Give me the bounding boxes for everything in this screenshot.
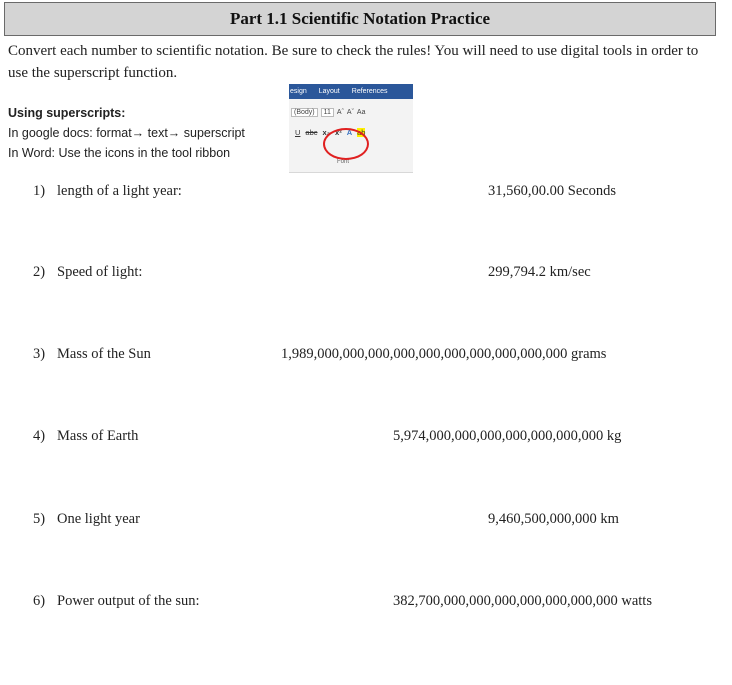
shrink-font-icon: Aˇ: [346, 109, 354, 116]
question-6-value: 382,700,000,000,000,000,000,000,000 watts: [393, 593, 652, 609]
question-label: length of a light year:: [57, 183, 182, 199]
google-docs-instruction: In google docs: format→ text→ superscript: [8, 126, 245, 140]
question-2: [33, 264, 142, 281]
question-3: [33, 346, 151, 363]
question-number: 3): [33, 346, 46, 362]
question-number: 4): [33, 428, 46, 444]
superscript-help: [8, 103, 245, 163]
question-number: 1): [33, 183, 46, 199]
question-number: 6): [33, 593, 46, 609]
font-size-box: 11: [321, 108, 334, 117]
question-3-value: 1,989,000,000,000,000,000,000,000,000,000,000 grams: [281, 346, 607, 362]
question-label: Mass of the Sun: [57, 346, 151, 362]
font-group-label: Font: [337, 159, 350, 165]
question-1: [33, 183, 182, 200]
question-number: 2): [33, 264, 46, 280]
underline-icon: U: [295, 128, 301, 137]
question-2-value: 299,794.2 km/sec: [488, 264, 591, 280]
grow-font-icon: Aˆ: [336, 109, 344, 116]
question-6: [33, 593, 200, 610]
question-label: Power output of the sun:: [57, 593, 200, 609]
word-instruction: In Word: Use the icons in the tool ribbon: [8, 146, 231, 160]
question-1-value: 31,560,00.00 Seconds: [488, 183, 617, 199]
question-label: Speed of light:: [57, 264, 143, 280]
ribbon-tab-design: esign: [290, 88, 307, 95]
question-4-value: 5,974,000,000,000,000,000,000,000 kg: [393, 428, 622, 444]
ribbon-tab-layout: Layout: [318, 88, 340, 95]
superscript-help-heading: Using superscripts:: [8, 106, 126, 120]
ribbon-tabs: [289, 84, 413, 99]
question-label: Mass of Earth: [57, 428, 139, 444]
superscript-icon: x²: [335, 128, 342, 137]
question-number: 5): [33, 511, 46, 527]
change-case-icon: Aa: [356, 109, 366, 116]
question-4: [33, 428, 138, 445]
question-5-value: 9,460,500,000,000 km: [488, 511, 619, 527]
instructions-paragraph: Convert each number to scientific notation. Be sure to check the rules! You will need to use digital tools in order to use the superscript function.: [8, 43, 699, 81]
ribbon-font-row: [291, 108, 365, 117]
highlight-icon: ab: [357, 128, 366, 137]
font-name-box: (Body): [291, 108, 318, 117]
ribbon-tab-references: References: [351, 88, 388, 95]
strikethrough-icon: abc: [305, 128, 318, 137]
subscript-icon: x₂: [322, 128, 331, 137]
question-label: One light year: [57, 511, 140, 527]
question-5: [33, 511, 140, 528]
page-title: Part 1.1 Scientific Notation Practice: [229, 9, 491, 28]
highlight-circle: [323, 128, 369, 160]
page-title-banner: [4, 2, 716, 36]
text-effects-icon: A: [346, 128, 353, 137]
